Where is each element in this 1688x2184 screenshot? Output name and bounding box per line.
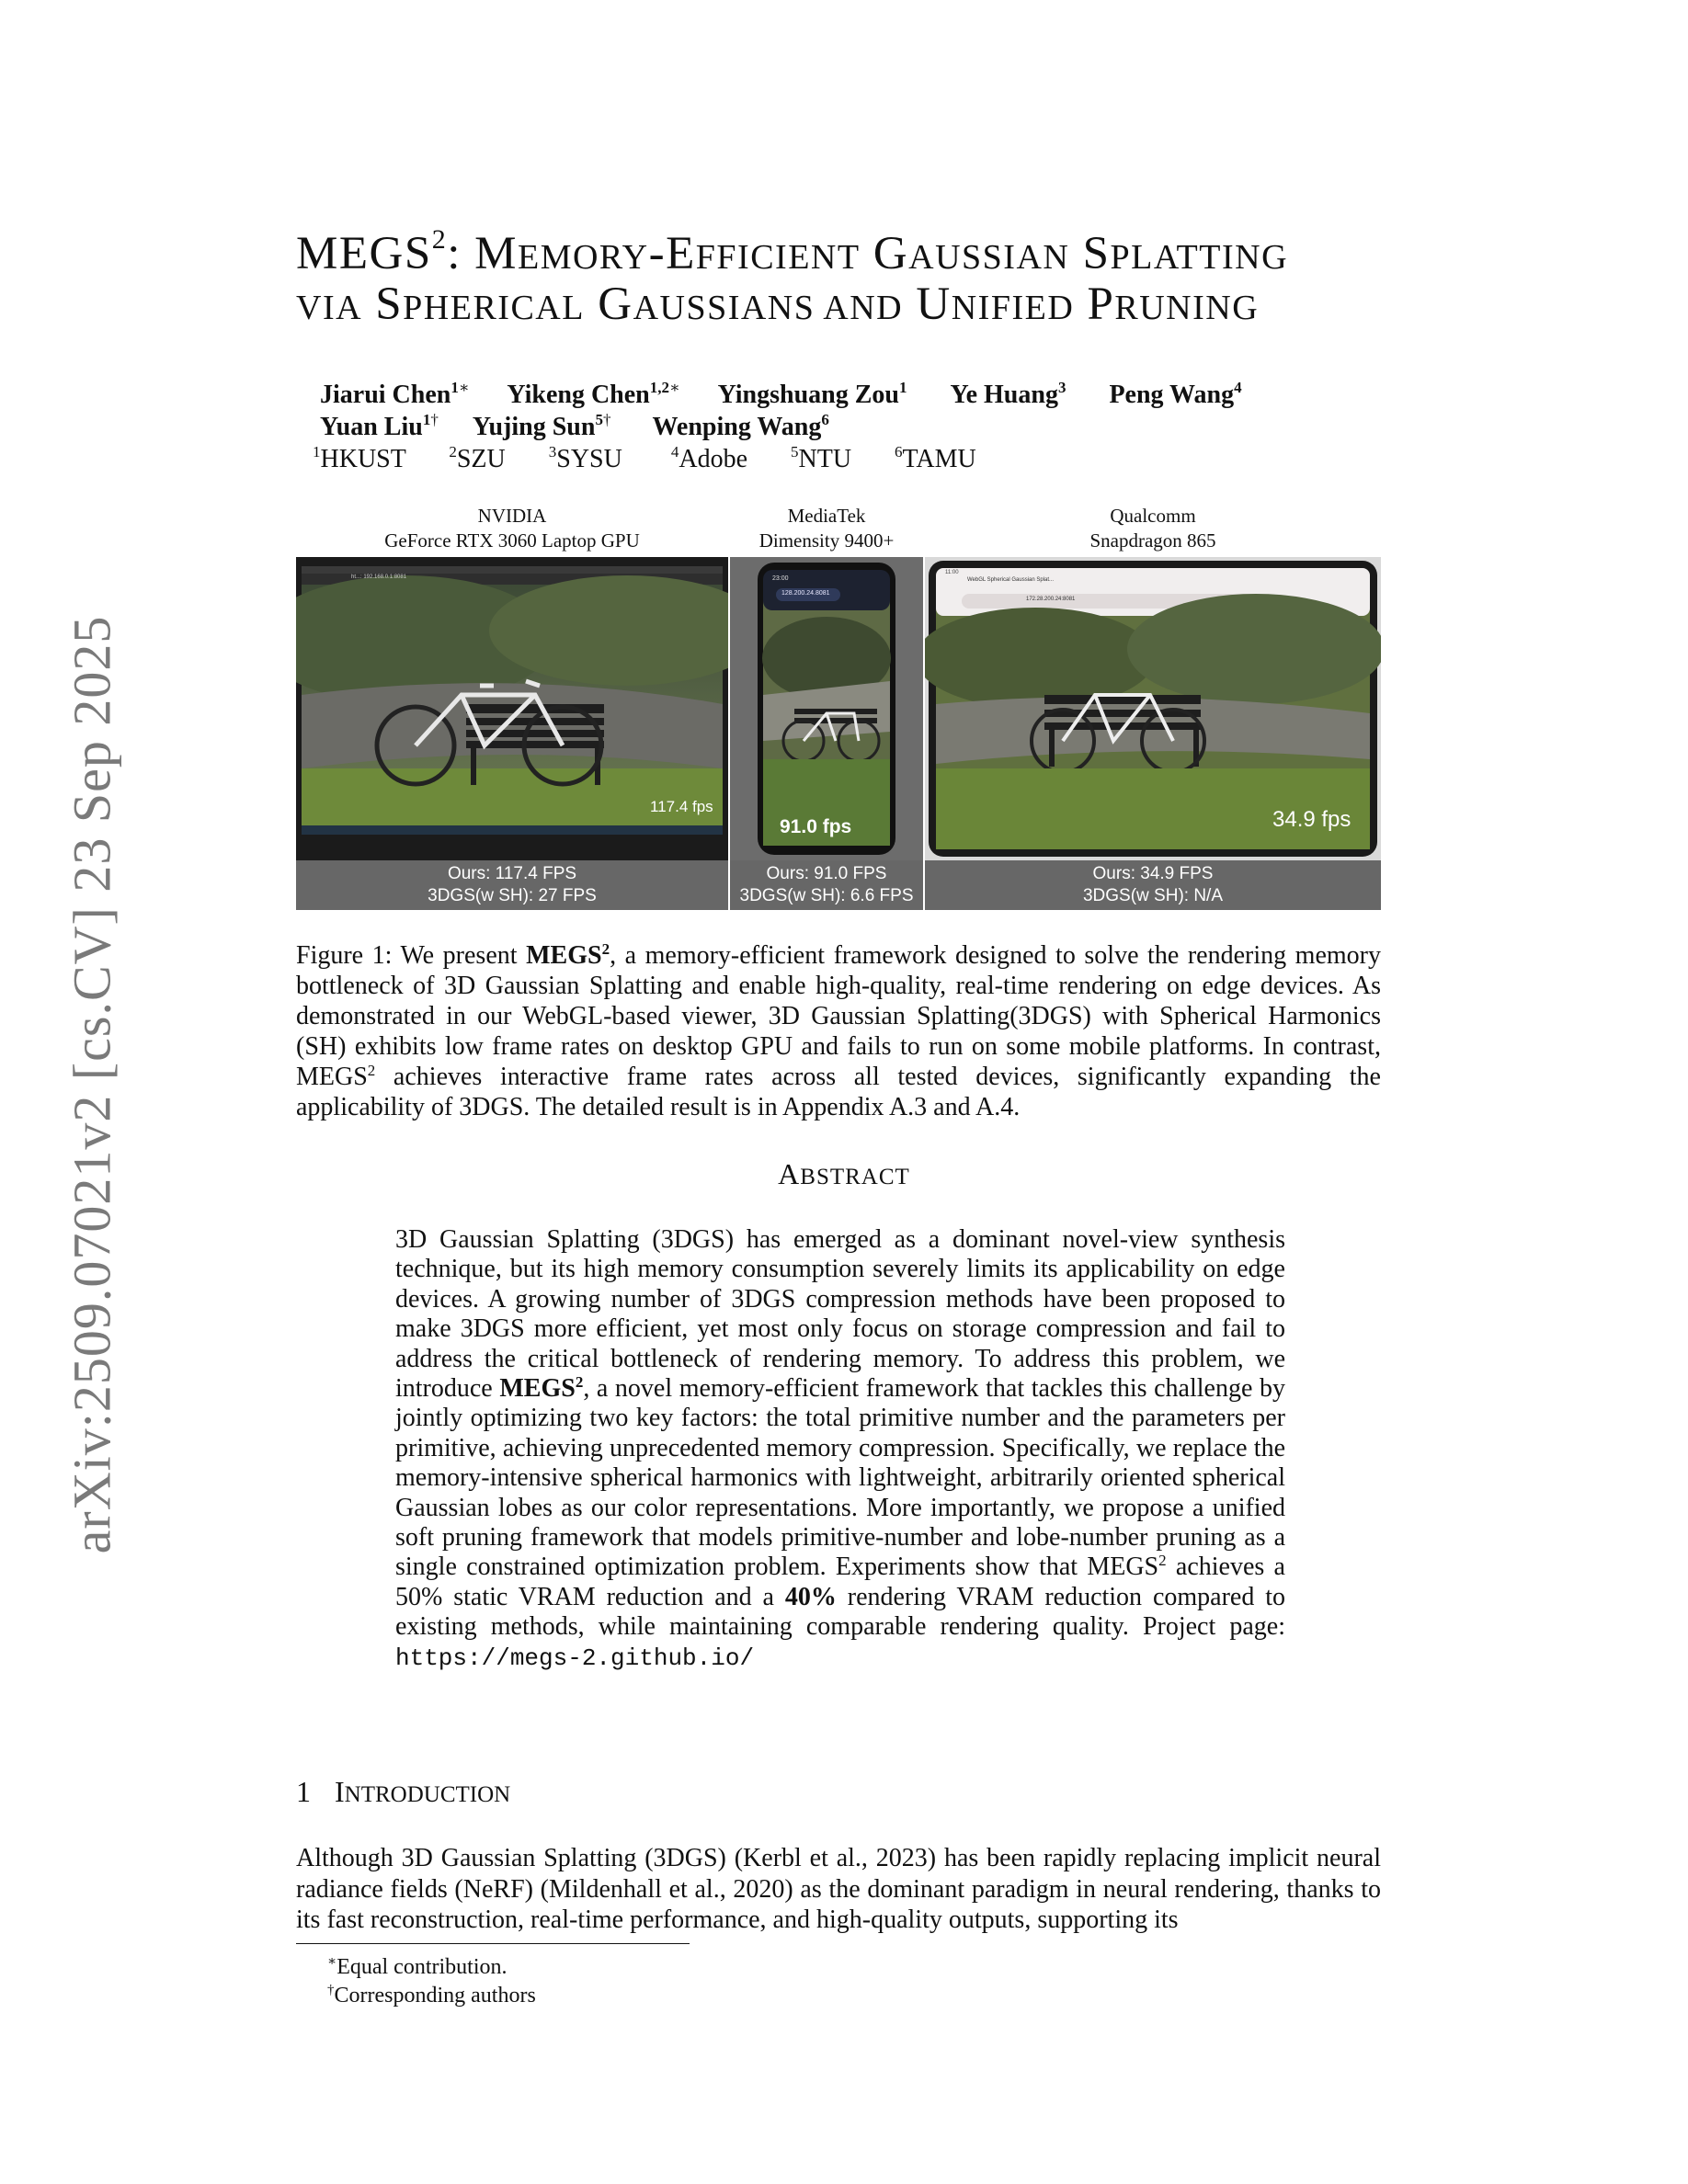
author: Yingshuang Zou$^1$ [717,379,907,409]
author: Ye Huang$^3$ [950,379,1066,409]
author: Yuan Liu$^{1\dagger}$ [320,411,439,441]
tablet-time: 11:00 [945,570,959,575]
laptop-url: ht...: 192.168.0.1:8081 [351,574,407,580]
section-heading-introduction: 1 INTRODUCTION [296,1775,511,1808]
phone-result-bar: Ours: 91.0 FPS 3DGS(w SH): 6.6 FPS [730,860,923,910]
device-label-mediatek: MediaTek Dimensity 9400+ [758,505,895,552]
device-label-qualcomm: Qualcomm Snapdragon 865 [1089,505,1216,552]
footnote-corresponding-authors: †Corresponding authors [327,1983,536,2008]
phone-time: 23:00 [772,575,789,582]
affiliation: $^2$SZU [449,443,506,473]
tablet-url: 172.28.200.24:8081 [1026,597,1076,602]
project-page-link[interactable]: https://megs-2.github.io/ [395,1644,755,1672]
tablet-tab: WebGL Spherical Gaussian Splat... [967,577,1055,583]
author: Peng Wang$^4$ [1109,379,1242,409]
abstract-text: 3D Gaussian Splatting (3DGS) has emerged as a dominant novel-view synthesis technique, but its high memory consumption severely limits its applicability on edge devices. A growing number of 3DGS compression methods have been proposed to make 3DGS more efficient, yet most only focus on storage compression and fail to address the critical bottleneck of rendering memory. To address this problem, we introduce MEGS$^2$, a novel memory-efficient framework that tackles this challenge by jointly optimizing two key factors: the total primitive number and the parameters per primitive, achieving unprecedented memory compression. Specifically, we replace the memory-intensive spherical harmonics with lightweight, arbitrarily oriented spherical Gaussian lobes as our color representations. More importantly, we propose a unified soft pruning framework that models primitive-number and lobe-number pruning as a single constrained optimization problem. Experiments show that MEGS$^2$ achieves a 50% static VRAM reduction and a 40% rendering VRAM reduction compared to existing methods, while maintaining comparable rendering quality. Project page: https://megs-2.github.io/ [395,1225,1286,1672]
phone-url: 128.200.24.8081 [781,590,830,597]
introduction-text: Although 3D Gaussian Splatting (3DGS) (Kerbl et al., 2023) has been rapidly replacing implicit neural radiance fields (NeRF) (Mildenhall et al., 2020) as the dominant paradigm in neural rendering, thanks to its fast reconstruction, real-time performance, and high-quality outputs, supporting its [296,1844,1381,1934]
device-label-nvidia: NVIDIA GeForce RTX 3060 Laptop GPU [384,505,640,552]
author: Jiarui Chen$^{1∗}$ [320,379,470,409]
phone-screen-illustration [730,557,923,860]
abstract-heading: ABSTRACT [778,1157,910,1190]
laptop-photo [296,557,728,860]
paper-title-line-2: VIA SPHERICAL GAUSSIANS AND UNIFIED PRUNING [296,279,1260,330]
tablet-photo [925,557,1381,860]
laptop-result-bar: Ours: 117.4 FPS 3DGS(w SH): 27 FPS [296,860,728,910]
author: Wenping Wang$^6$ [652,411,829,441]
footnote-divider [296,1943,690,1944]
affiliation: $^6$TAMU [895,443,976,473]
author: Yujing Sun$^{5\dagger}$ [472,411,611,441]
tablet-result-bar: Ours: 34.9 FPS 3DGS(w SH): N/A [925,860,1381,910]
affiliation-list [313,443,976,474]
affiliation: $^4$Adobe [670,443,747,473]
arxiv-identifier: arXiv:2509.07021v2 [cs.CV] 23 Sep 2025 [62,615,122,1554]
phone-photo [730,557,923,860]
laptop-fps-overlay: 117.4 fps [650,798,713,815]
phone-fps-overlay: 91.0 fps [780,816,852,837]
author-list-line-1 [320,379,1242,410]
tablet-fps-overlay: 34.9 fps [1272,807,1352,832]
affiliation: $^3$SYSU [548,443,622,473]
author: Yikeng Chen$^{1,2∗}$ [507,379,680,409]
author-list-line-2 [320,411,829,442]
paper-title-line-1: MEGS$^2$: MEMORY-EFFICIENT GAUSSIAN SPLATTING [296,224,1289,279]
affiliation: $^5$NTU [791,443,852,473]
affiliation: $^1$HKUST [313,443,406,473]
footnote-equal-contribution: ∗Equal contribution. [327,1954,508,1979]
figure-caption: Figure 1: We present MEGS$^2$, a memory-efficient framework designed to solve the rendering memory bottleneck of 3D Gaussian Splatting and enable high-quality, real-time rendering on edge devices. As demonstrated in our WebGL-based viewer, 3D Gaussian Splatting(3DGS) with Spherical Harmonics (SH) exhibits low frame rates on desktop GPU and fails to run on some mobile platforms. In contrast, MEGS$^2$ achieves interactive frame rates across all tested devices, significantly expanding the applicability of 3DGS. The detailed result is in Appendix A.3 and A.4. [296,940,1381,1121]
